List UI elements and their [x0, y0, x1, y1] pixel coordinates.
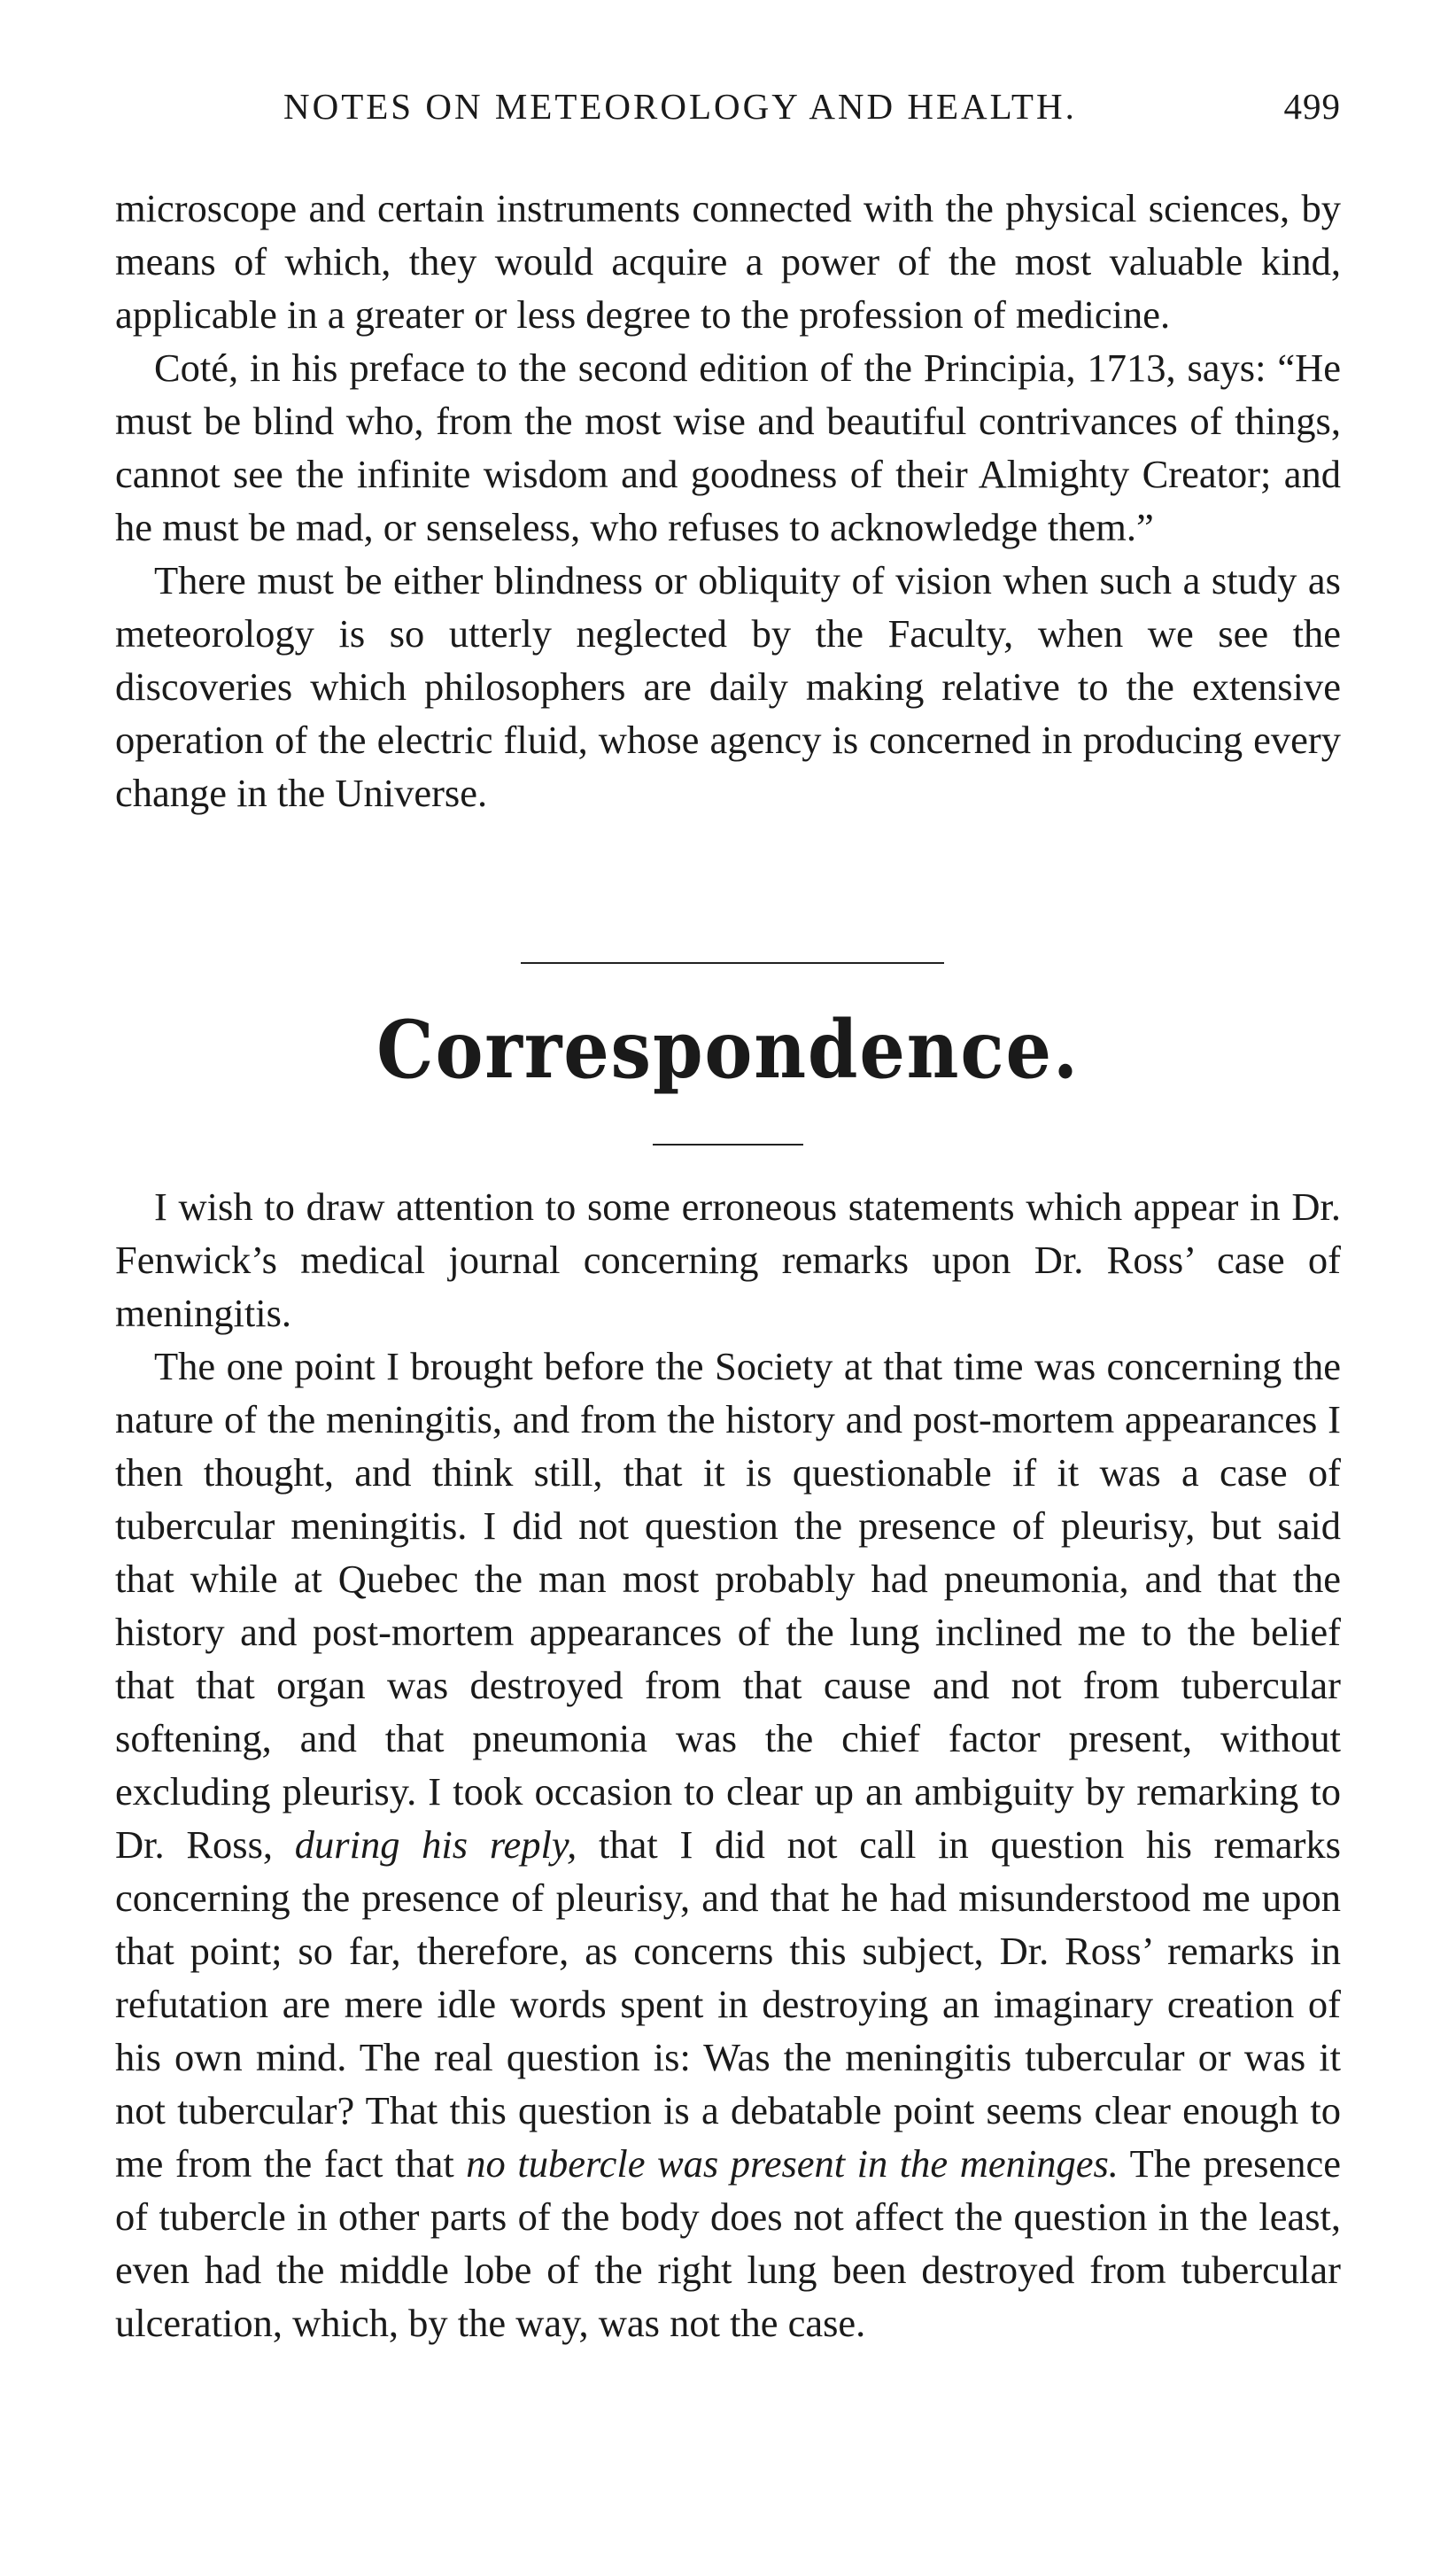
paragraph: Coté, in his preface to the second edition of the Principia, 1713, says: “He must be blind who, from the most wise and beautiful contrivances of things, cannot see the infinite wisdom and goodness of their Almighty Creator; and he must be mad, or senseless, who refuses to acknowledge them.” [115, 346, 1341, 549]
section-heading: Correspondence. [376, 1003, 1080, 1097]
letter-text: that I did not call in question his remarks concerning the presence of pleurisy, and that he had misunderstood me upon that point; so far, therefore, as concerns this subject, Dr. Ross’ remarks in refutation are mere idle words spent in destroying an imaginary creation of his own mind. The real question is: Was the meningitis tubercular or was it not tubercular? That this question is a debatable point seems clear enough to me from the fact that [115, 1822, 1341, 2186]
paragraph: microscope and certain instruments connected with the physical sciences, by means of which, they would acquire a power of the most valuable kind, applicable in a greater or less degree to the profession of medicine. [115, 186, 1341, 337]
running-head-title: NOTES ON METEOROLOGY AND HEALTH. [283, 86, 1077, 127]
italic-phrase: no tubercle was present in the meninges. [466, 2141, 1119, 2186]
letter-paragraph: I wish to draw attention to some erroneous statements which appear in Dr. Fenwick’s medical journal concerning remarks upon Dr. Ross’ case of meningitis. [115, 1184, 1341, 1335]
article-body [115, 182, 1341, 819]
section-rule-bottom [653, 1144, 803, 1146]
letter-text: The presence of tubercle in other parts of the body does not affect the question in the least, even had the middle lobe of the right lung been destroyed from tubercular ulceration, which, by the way, was not the case. [115, 2141, 1341, 2345]
letter-paragraph [115, 1340, 1341, 2349]
section-rule-top [521, 962, 944, 964]
letter-body [115, 1180, 1341, 2349]
running-head [115, 85, 1341, 138]
paragraph: There must be either blindness or obliquity of vision when such a study as meteorology is so utterly neglected by the Faculty, when we see the discoveries which philosophers are daily making relative to the extensive operation of the electric fluid, whose agency is concerned in producing every change in the Universe. [115, 558, 1341, 815]
letter-text: The one point I brought before the Society at that time was concerning the nature of the meningitis, and from the history and post-mortem appearances I then thought, and think still, that it is questionable if it was a case of tubercular meningitis. I did not question the presence of pleurisy, but said that while at Quebec the man most probably had pneumonia, and that the history and post-mortem appearances of the lung inclined me to the belief that that organ was destroyed from that cause and not from tubercular softening, and that pneumonia was the chief factor present, without excluding pleurisy. I took occasion to clear up an ambiguity by remarking to Dr. Ross, [115, 1344, 1341, 1867]
italic-phrase: during his reply, [294, 1822, 577, 1867]
page-number: 499 [1283, 86, 1341, 127]
